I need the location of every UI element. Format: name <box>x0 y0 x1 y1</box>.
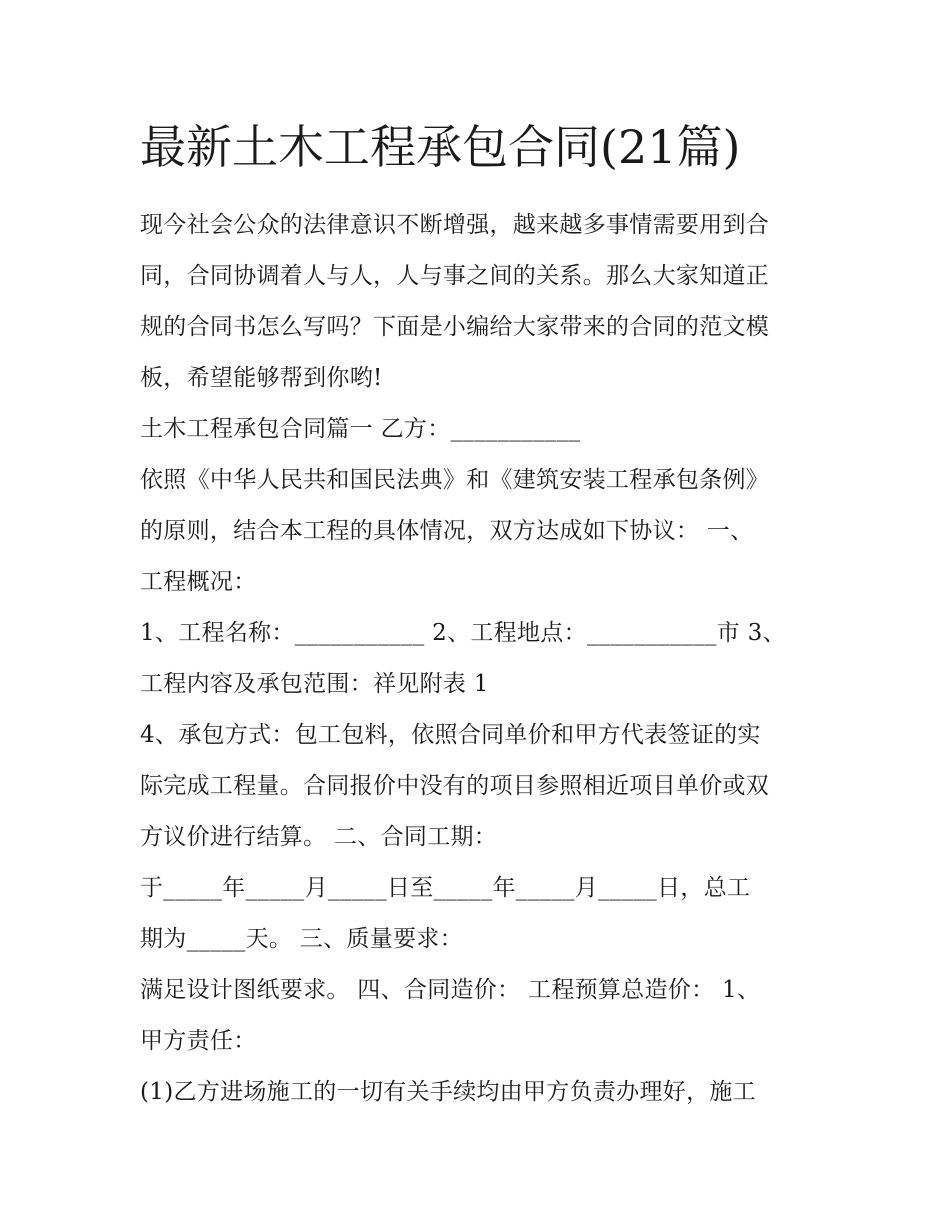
text-line: 的原则，结合本工程的具体情况，双方达成如下协议： 一、 <box>140 518 754 544</box>
text-line: 规的合同书怎么写吗？下面是小编给大家带来的合同的范文模 <box>140 314 770 340</box>
text-line: 工程概况： <box>140 569 257 595</box>
text-line: 甲方责任： <box>140 1028 257 1054</box>
text-line: 于_____年_____月_____日至_____年_____月_____日，总工 <box>140 875 751 901</box>
text-line: 板，希望能够帮到你哟! <box>140 365 383 391</box>
text-line: 方议价进行结算。 二、合同工期： <box>140 824 498 850</box>
text-line: 工程内容及承包范围：祥见附表 1 <box>140 671 489 697</box>
text-line: 际完成工程量。合同报价中没有的项目参照相近项目单价或双 <box>140 773 770 799</box>
text-line: 期为_____天。 三、质量要求： <box>140 926 463 952</box>
text-line: 依照《中华人民共和国民法典》和《建筑安装工程承包条例》 <box>140 467 770 493</box>
text-line: 同，合同协调着人与人，人与事之间的关系。那么大家知道正 <box>140 263 770 289</box>
text-line: 4、承包方式：包工包料，依照合同单价和甲方代表签证的实 <box>140 722 761 748</box>
document-title: 最新土木工程承包合同(21篇) <box>140 120 741 174</box>
document-body <box>140 200 820 1118</box>
section-heading-line: 土木工程承包合同篇一 乙方：___________ <box>140 416 581 442</box>
text-line: 现今社会公众的法律意识不断增强，越来越多事情需要用到合 <box>140 212 770 238</box>
text-line: 满足设计图纸要求。 四、合同造价： 工程预算总造价： 1、 <box>140 977 761 1003</box>
text-line: 1、工程名称：___________ 2、工程地点：___________市 3、 <box>140 620 786 646</box>
text-line: (1)乙方进场施工的一切有关手续均由甲方负责办理好，施工 <box>140 1079 756 1105</box>
